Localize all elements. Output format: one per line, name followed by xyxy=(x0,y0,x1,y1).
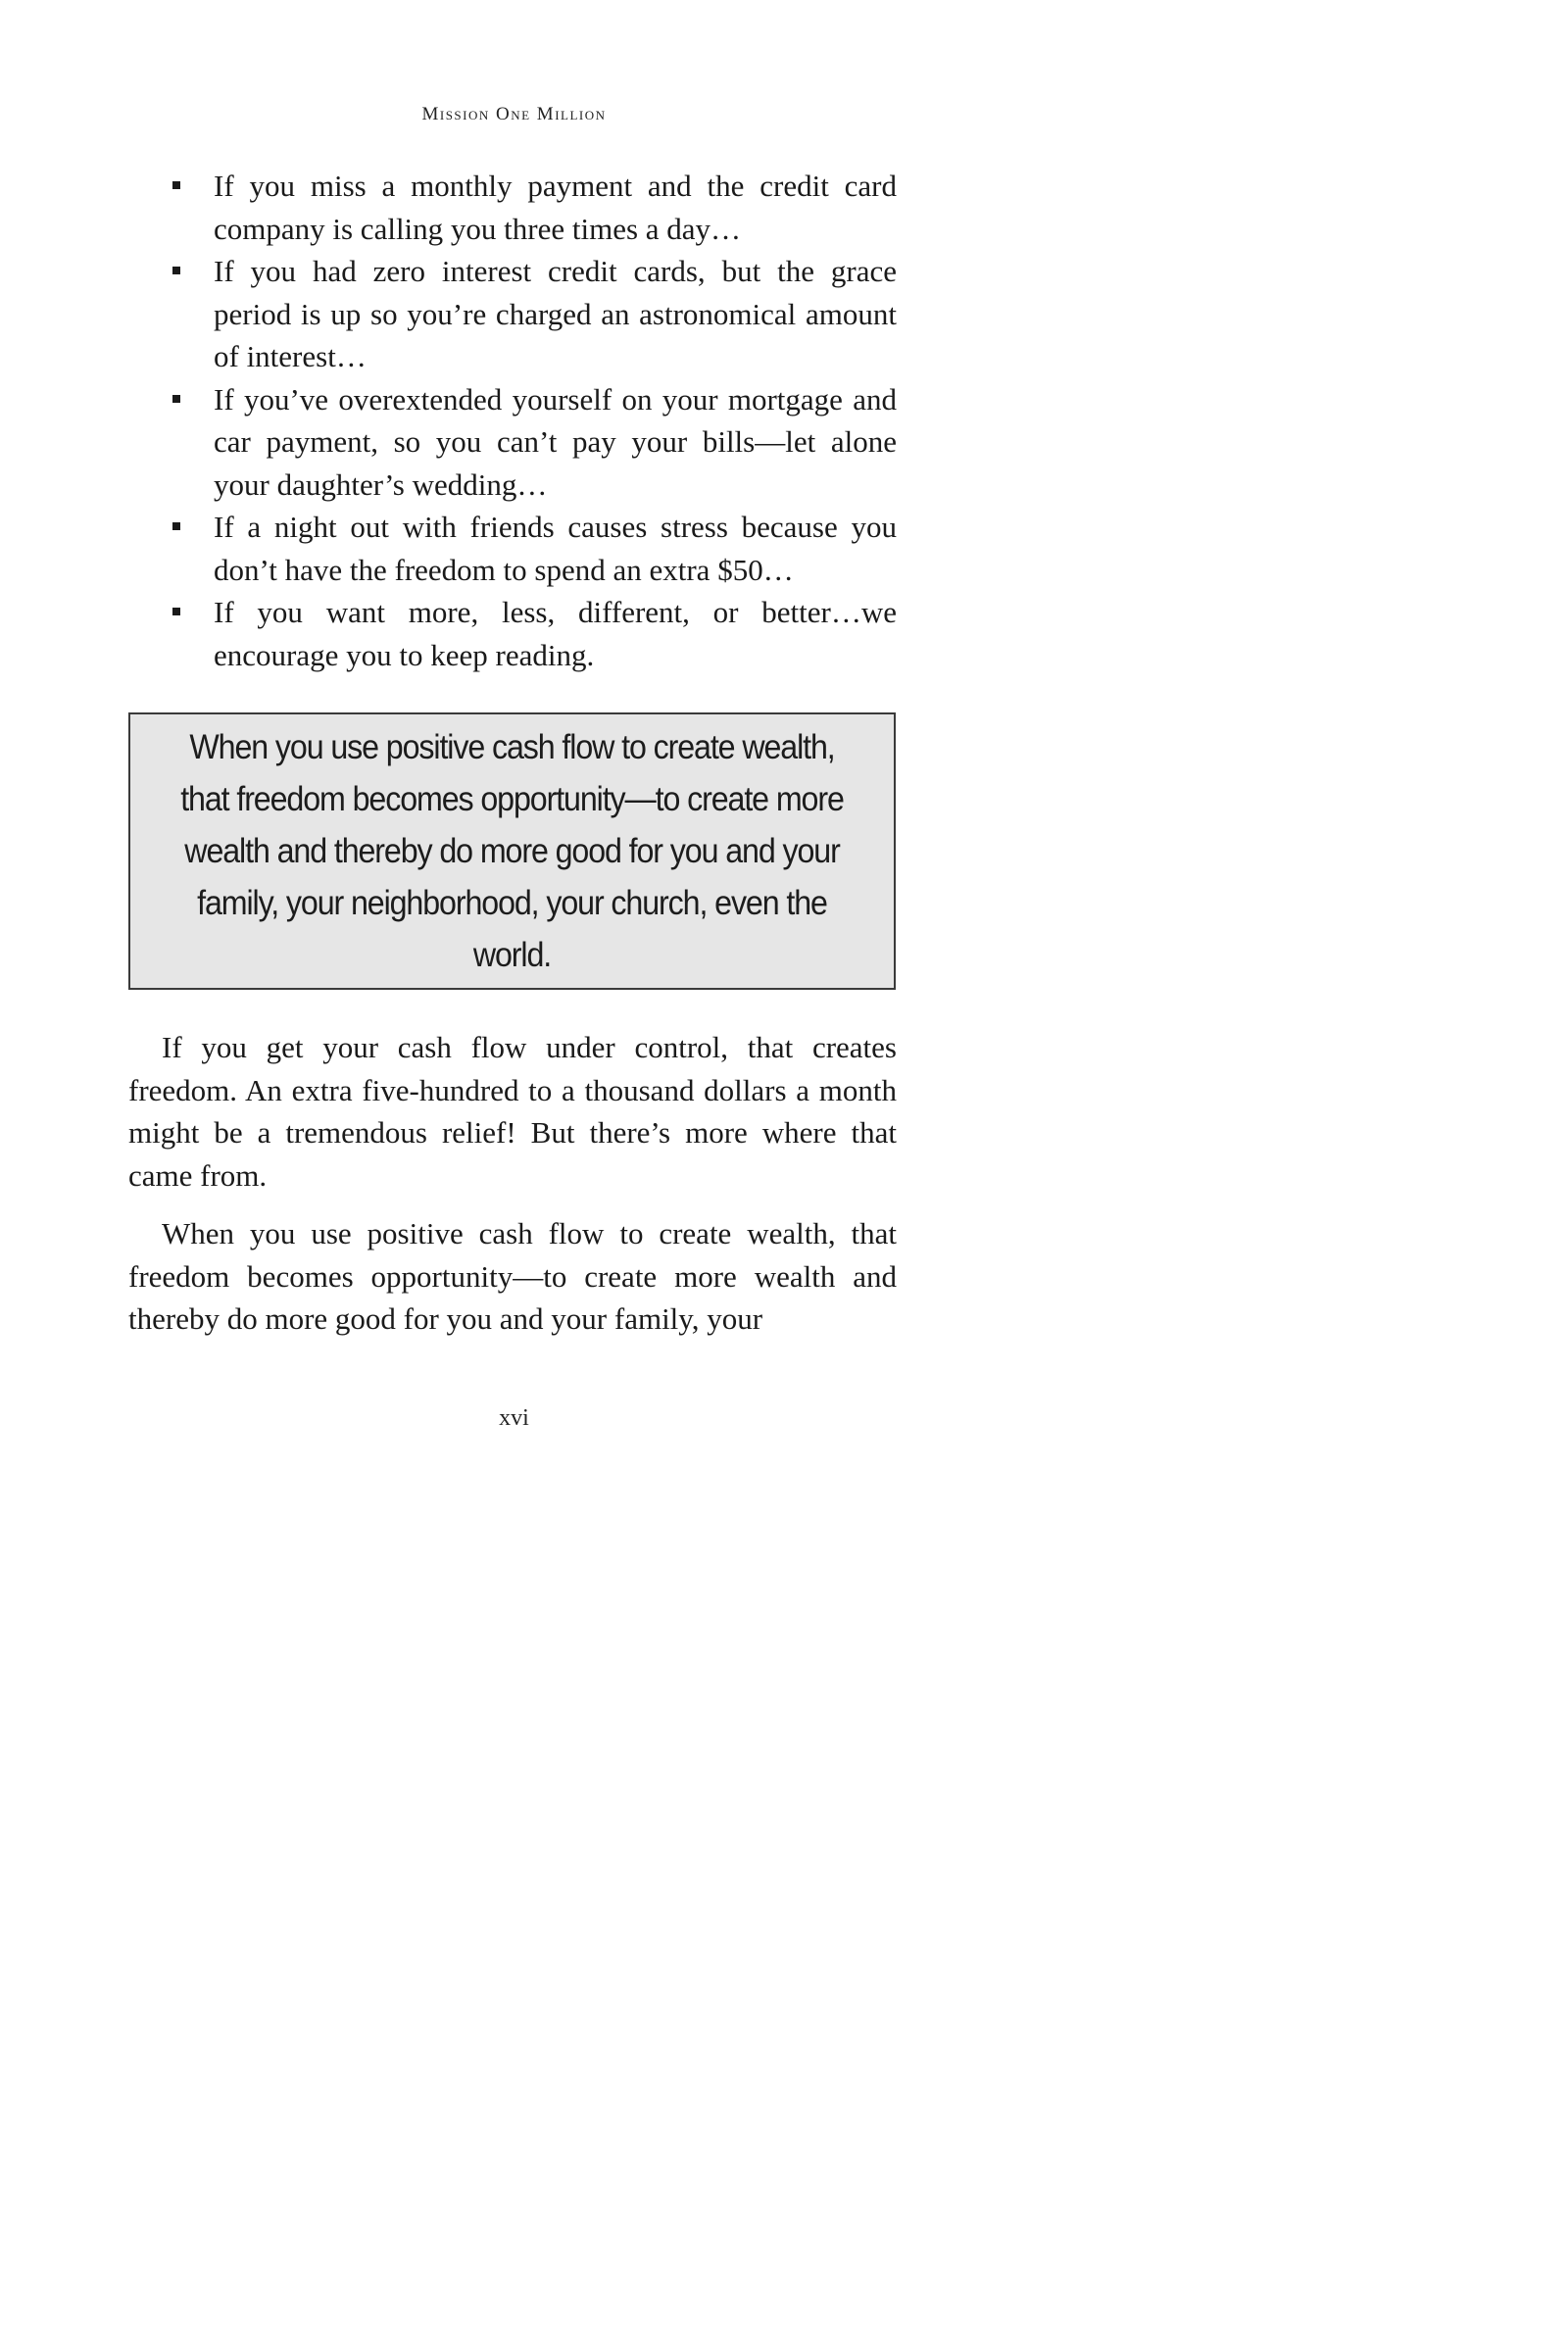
list-item xyxy=(128,165,897,250)
square-bullet-icon xyxy=(172,522,180,530)
bullet-text: If a night out with friends causes stress because you don’t have the freedom to spend an extra $50… xyxy=(214,510,897,587)
bullet-text: If you’ve overextended yourself on your mortgage and car payment, so you can’t pay your bills—let alone your daughter’s wedding… xyxy=(214,381,897,502)
list-item xyxy=(128,378,897,507)
page-number: xvi xyxy=(499,1405,529,1431)
body-paragraph: When you use positive cash flow to create wealth, that freedom becomes opportunity—to create more wealth and thereby do more good for you and your family, your xyxy=(128,1216,897,1336)
list-item xyxy=(128,591,897,676)
pull-quote-box xyxy=(128,712,896,990)
square-bullet-icon xyxy=(172,395,180,403)
square-bullet-icon xyxy=(172,181,180,189)
bullet-list xyxy=(128,165,897,676)
pull-quote-text: When you use positive cash flow to create wealth, that freedom becomes opportunity—to create more wealth and thereby do more good for you and your family, your neighborhood, your church, even the world. xyxy=(180,728,844,974)
list-item xyxy=(128,506,897,591)
square-bullet-icon xyxy=(172,608,180,615)
list-item xyxy=(128,250,897,378)
square-bullet-icon xyxy=(172,267,180,274)
running-head-title: Mission One Million xyxy=(421,104,607,124)
bullet-text: If you had zero interest credit cards, but the grace period is up so you’re charged an astronomical amount of interest… xyxy=(214,254,897,373)
body-paragraph: If you get your cash flow under control, that creates freedom. An extra five-hundred to a thousand dollars a month might be a tremendous relief! But there’s more where that came from. xyxy=(128,1030,897,1193)
bullet-text: If you miss a monthly payment and the credit card company is calling you three times a day… xyxy=(214,169,897,246)
bullet-text: If you want more, less, different, or better…we encourage you to keep reading. xyxy=(214,595,897,672)
